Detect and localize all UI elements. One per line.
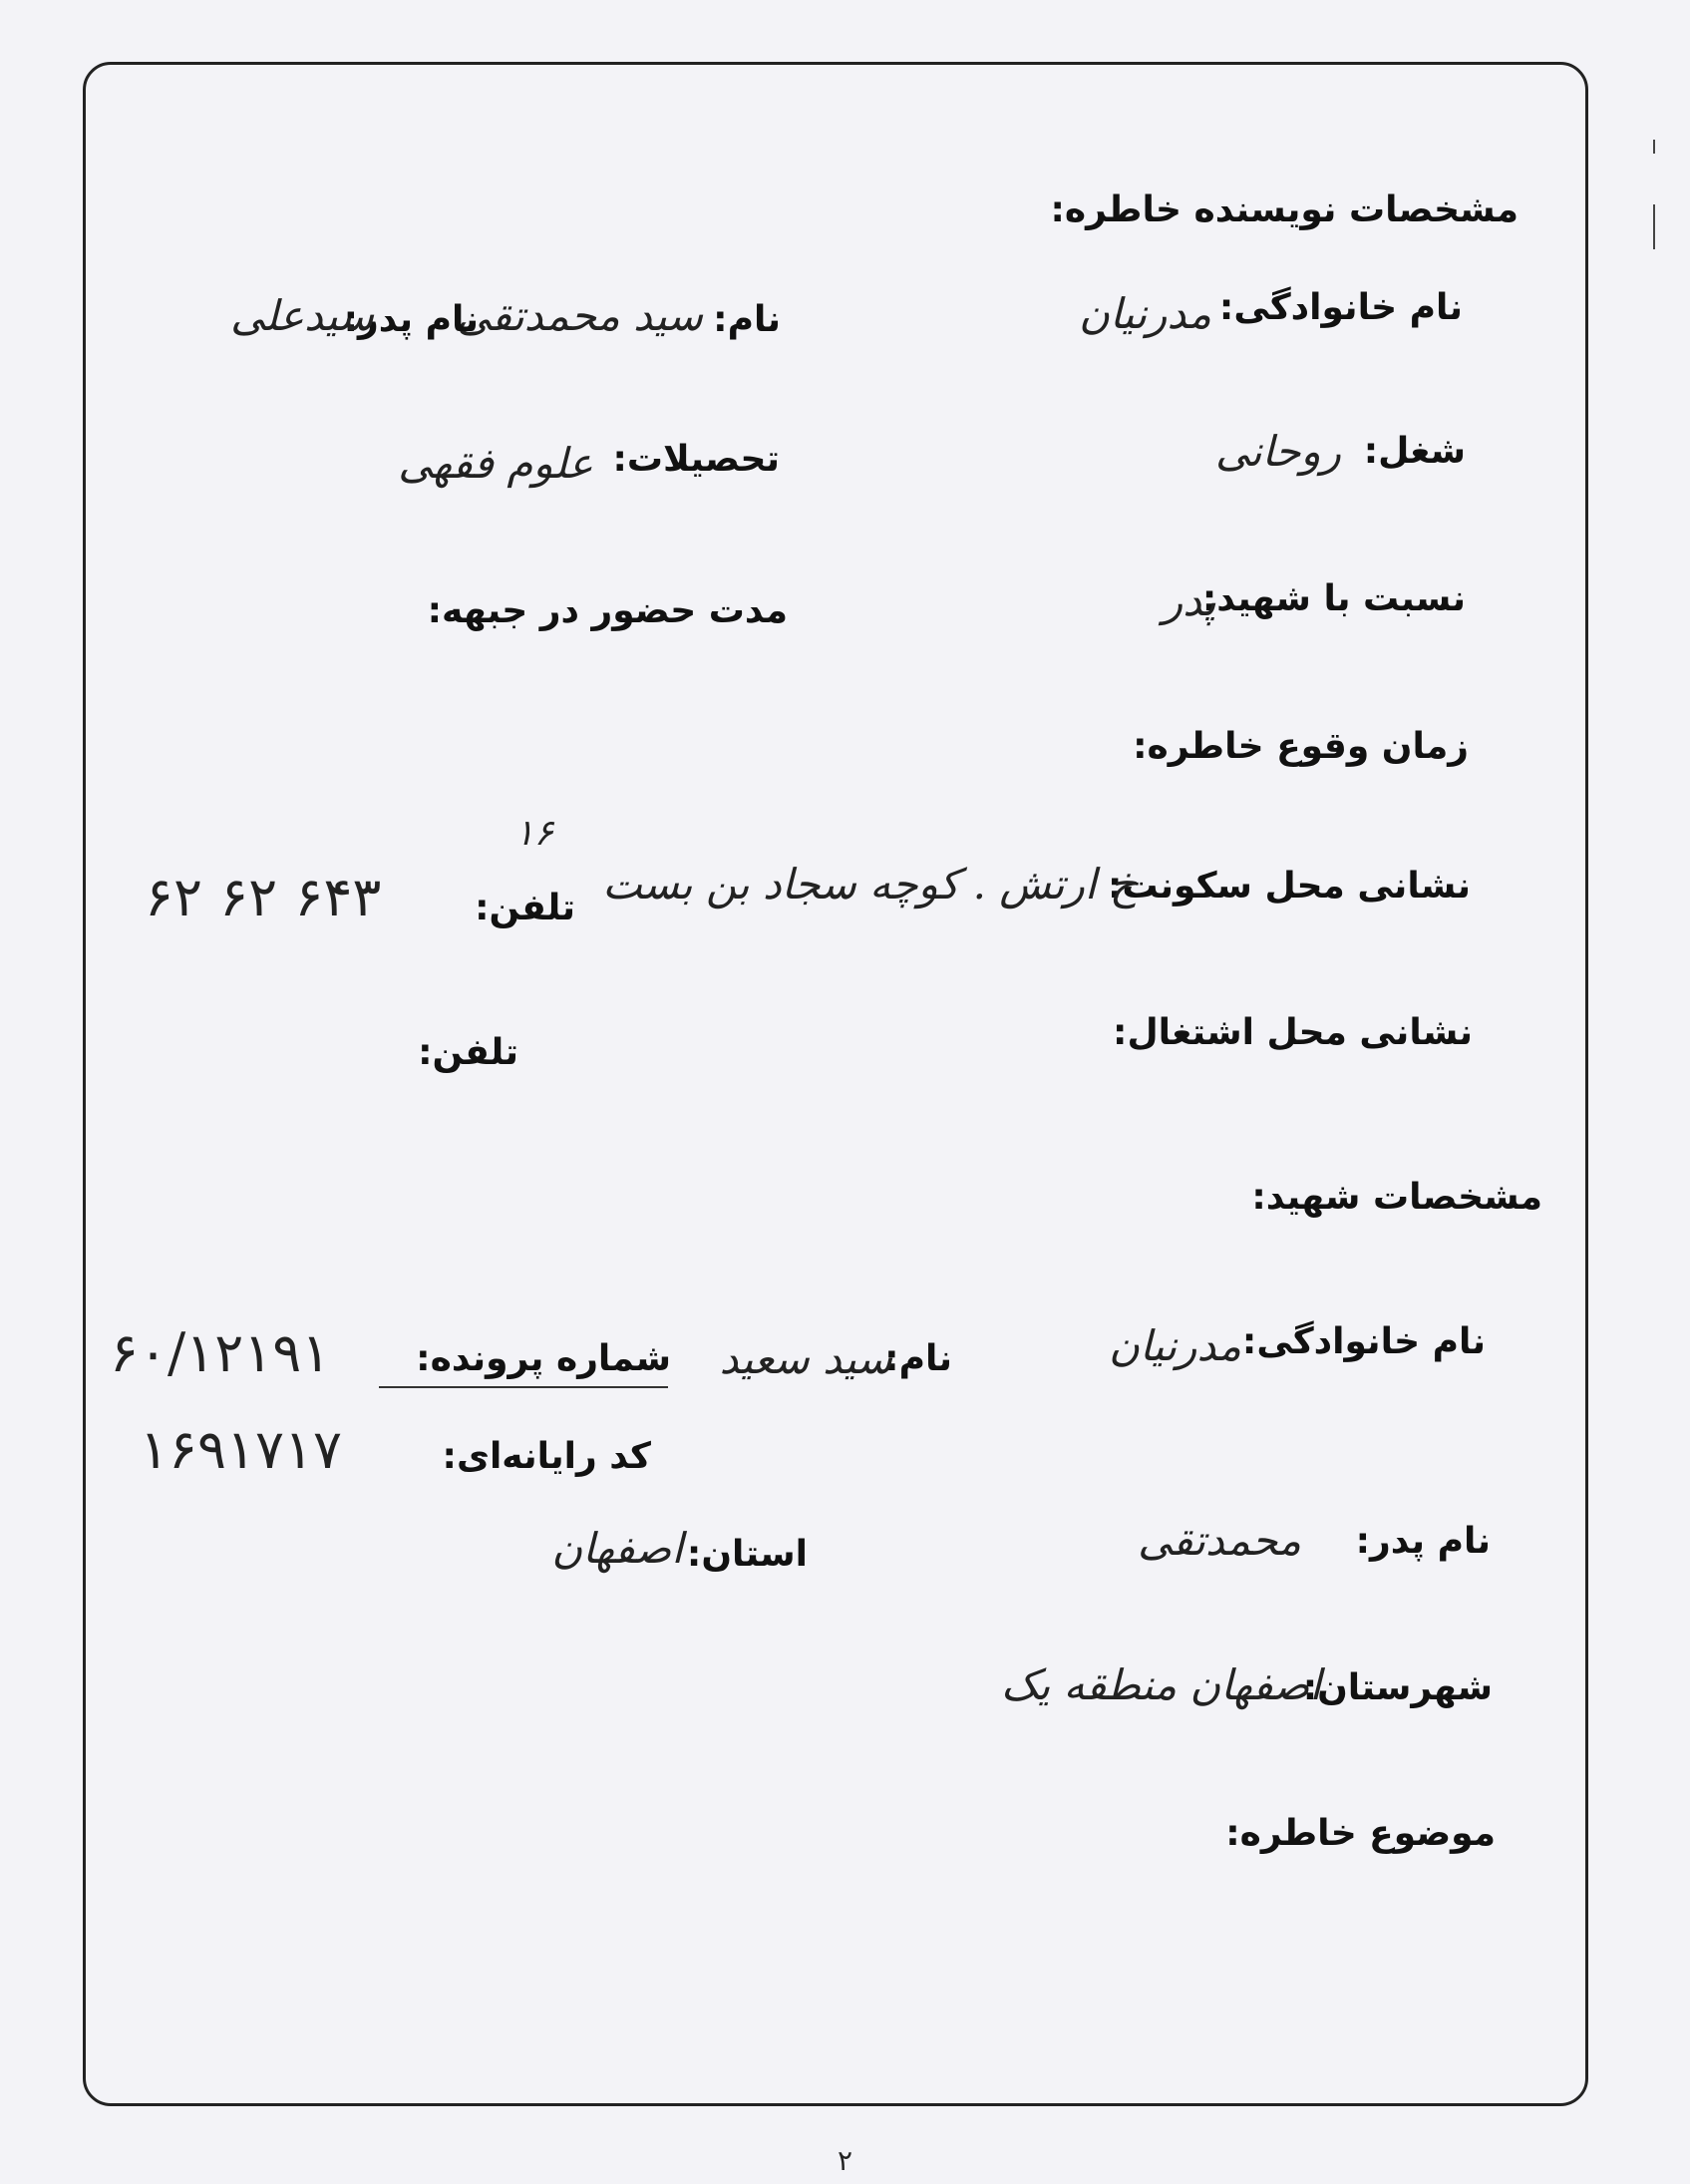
martyr-computer-code-value: ۱۶۹۱۷۱۷ (140, 1418, 343, 1481)
author-relation-value: پدر (1162, 576, 1216, 625)
martyr-father-value: محمدتقی (1138, 1516, 1301, 1565)
martyr-family-value: مدرنیان (1109, 1321, 1241, 1370)
martyr-computer-code-label: کد رایانه‌ای: (442, 1436, 651, 1477)
author-home-address-label: نشانی محل سکونت: (1108, 866, 1471, 907)
author-job-value: روحانی (1214, 427, 1341, 476)
author-education-label: تحصیلات: (612, 439, 780, 480)
scan-mark (1653, 204, 1655, 249)
martyr-province-value: اصفهان (551, 1524, 683, 1573)
martyr-section-title: مشخصات شهید: (1251, 1177, 1542, 1218)
author-job-label: شغل: (1363, 431, 1466, 472)
author-father-label: نام پدر: (343, 299, 479, 340)
author-family-value: مدرنیان (1079, 289, 1211, 338)
martyr-file-label: شماره پرونده: (416, 1338, 671, 1379)
martyr-file-value: ۶۰/۱۲۱۹۱ (110, 1321, 331, 1384)
author-front-duration-label: مدت حضور در جبهه: (427, 590, 788, 631)
author-family-label: نام خانوادگی: (1218, 287, 1463, 328)
martyr-city-value: اصفهان منطقه یک (1001, 1660, 1321, 1709)
author-work-address-label: نشانی محل اشتغال: (1113, 1012, 1473, 1053)
page-number: ۲ (837, 2144, 853, 2177)
author-father-value: سیدعلی (230, 291, 374, 340)
martyr-file-underline (379, 1386, 668, 1388)
author-name-value: سید محمدتقی (456, 291, 703, 340)
martyr-name-value: سید سعید (719, 1334, 892, 1383)
martyr-father-label: نام پدر: (1355, 1521, 1491, 1562)
author-section-title: مشخصات نویسنده خاطره: (1050, 189, 1519, 230)
author-relation-label: نسبت با شهید: (1201, 578, 1466, 619)
author-home-address-note: ۱۶ (514, 813, 553, 854)
author-home-phone-value: ۶۲ ۶۲ ۶۴۳ (145, 866, 382, 928)
author-home-phone-label: تلفن: (475, 888, 575, 928)
martyr-name-label: نام: (884, 1338, 952, 1379)
scan-mark (1653, 140, 1655, 154)
author-name-label: نام: (713, 299, 781, 340)
author-memory-time-label: زمان وقوع خاطره: (1133, 726, 1469, 767)
author-education-value: علوم فقهی (398, 439, 593, 488)
page-frame (83, 62, 1588, 2106)
author-home-address-value: خ ارتش . کوچه سجاد بن بست (602, 860, 1137, 909)
martyr-city-label: شهرستان: (1302, 1667, 1493, 1708)
author-work-phone-label: تلفن: (418, 1032, 518, 1073)
martyr-province-label: استان: (686, 1534, 808, 1575)
martyr-memory-subject-label: موضوع خاطره: (1225, 1813, 1496, 1854)
martyr-family-label: نام خانوادگی: (1241, 1321, 1486, 1362)
